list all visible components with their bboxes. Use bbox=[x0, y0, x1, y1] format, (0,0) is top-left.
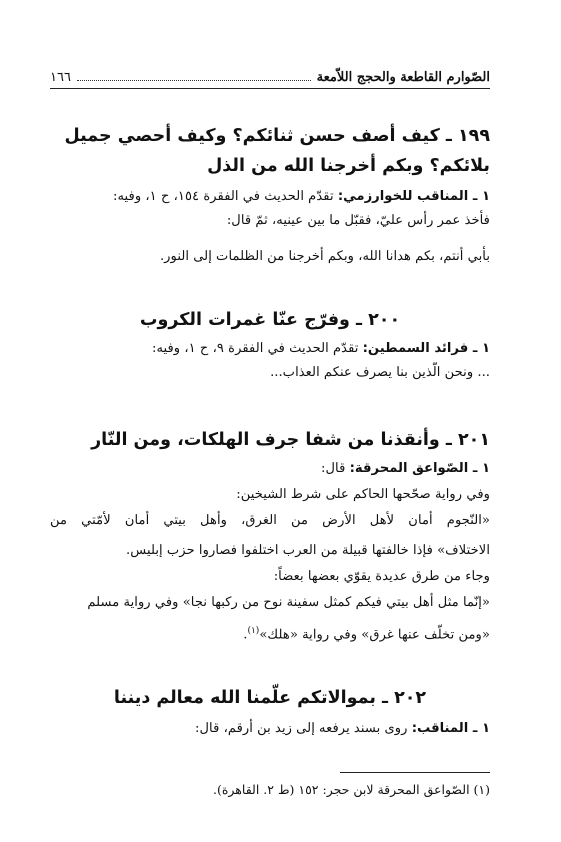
s201-text-line-6: «إنّما مثل أهل بيتي فيكم كمثل سفينة نوح من ركبها نجا» وفي رواية مسلم bbox=[87, 595, 490, 610]
s199-text-line-2: فأخذ عمر رأس عليّ، فقبّل ما بين عينيه، ثمّ قال: bbox=[226, 213, 490, 228]
s201-text-line-5: وجاء من طرق عديدة يقوّي بعضها بعضاً: bbox=[273, 569, 490, 584]
s202-source-text: روى بسند يرفعه إلى زيد بن أرقم، قال: bbox=[195, 721, 412, 736]
heading-201: ٢٠١ ـ وأنقذنا من شفا جرف الهلكات، ومن النّار bbox=[91, 430, 490, 450]
s202-source-label: ١ ـ المناقب: bbox=[411, 721, 490, 736]
heading-200: ٢٠٠ ـ وفرّج عنّا غمرات الكروب bbox=[139, 310, 401, 330]
s201-source-text: قال: bbox=[321, 461, 350, 476]
header-dots bbox=[77, 80, 311, 81]
s201-source-label: ١ ـ الصّواعق المحرقة: bbox=[349, 461, 490, 476]
page-number: ١٦٦ bbox=[50, 70, 71, 85]
footnote: (١) الصّواعق المحرقة لابن حجر: ١٥٢ (ط ٢. القاهرة). bbox=[213, 782, 490, 797]
s201-text-line-4: الاختلاف» فإذا خالفتها قبيلة من العرب اختلفوا فصاروا حزب إبليس. bbox=[126, 543, 490, 558]
s199-text-line-3: بأبي أنتم، بكم هدانا الله، وبكم أخرجنا من الظلمات إلى النور. bbox=[159, 249, 490, 264]
s201-source-line bbox=[50, 458, 490, 480]
s200-text-line-2: ... ونحن الّذين بنا يصرف عنكم العذاب... bbox=[270, 365, 490, 380]
s201-text-line-7 bbox=[50, 620, 490, 646]
s199-source-line bbox=[50, 186, 490, 208]
book-page bbox=[50, 62, 490, 822]
s201-text-line-3: «النّجوم أمان لأهل الأرض من الغرق، وأهل بيتي أمان لأمّتي من bbox=[50, 513, 490, 528]
s199-source-label: ١ ـ المناقب للخوارزمي: bbox=[337, 189, 490, 204]
s200-source-text: تقدّم الحديث في الفقرة ٩، ح ١، وفيه: bbox=[152, 341, 363, 356]
footnote-separator bbox=[340, 772, 490, 773]
running-header bbox=[50, 62, 490, 89]
footnote-reference[interactable]: (١) bbox=[247, 626, 260, 636]
book-title: الصّوارم القاطعة والحجج اللاّمعة bbox=[316, 70, 490, 85]
s200-source-line bbox=[50, 338, 490, 360]
s201-text-line-7-main: «ومن تخلّف عنها غرق» وفي رواية «هلك» bbox=[259, 627, 490, 643]
s199-source-text: تقدّم الحديث في الفقرة ١٥٤، ح ١، وفيه: bbox=[113, 189, 338, 204]
heading-199-line2: بلائكم؟ وبكم أخرجنا الله من الذل bbox=[207, 156, 490, 176]
s200-source-label: ١ ـ فرائد السمطين: bbox=[362, 341, 490, 356]
heading-202: ٢٠٢ ـ بموالاتكم علّمنا الله معالم ديننا bbox=[113, 688, 427, 708]
heading-199-line1: ١٩٩ ـ كيف أصف حسن ثنائكم؟ وكيف أحصي جميل bbox=[64, 126, 490, 146]
s201-text-line-7-end: . bbox=[243, 627, 248, 643]
s201-text-line-2: وفي رواية صحّحها الحاكم على شرط الشيخين: bbox=[236, 487, 490, 502]
s202-source-line bbox=[50, 718, 490, 740]
